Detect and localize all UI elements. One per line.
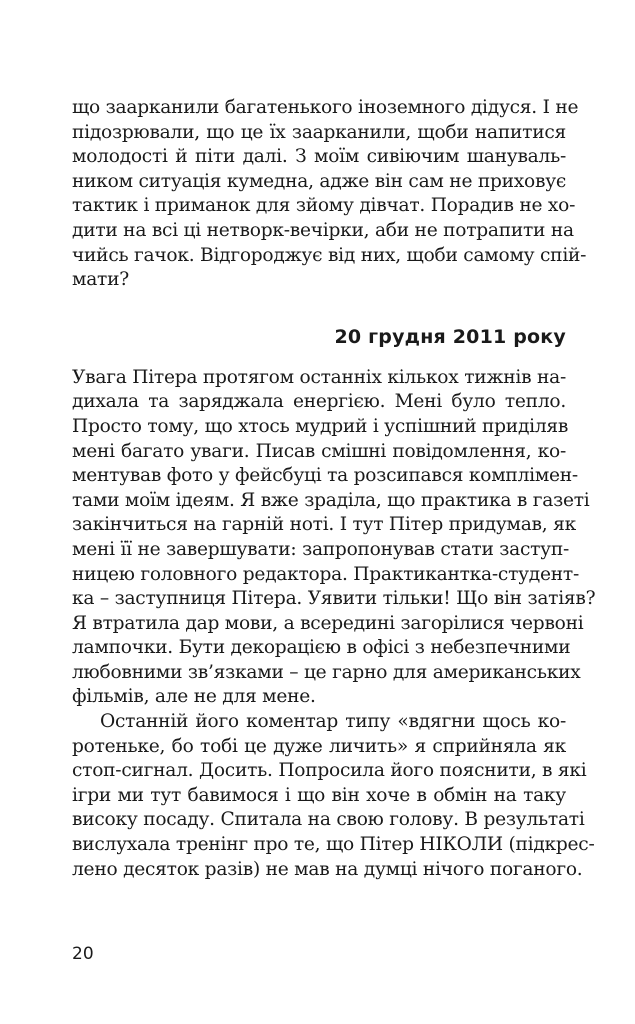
text-line: що заарканили багатенького іноземного дідуся. І не bbox=[72, 97, 579, 118]
text-line: Останній його коментар типу «вдягни щось ко- bbox=[100, 711, 566, 733]
text-line: високу посаду. Спитала на свою голову. В результаті bbox=[72, 809, 585, 831]
text-line: ка – заступниця Пітера. Уявити тільки! Що він затіяв? bbox=[72, 588, 596, 610]
text-line: мати? bbox=[72, 269, 129, 291]
text-line: лампочки. Бути декорацією в офісі з небезпечними bbox=[72, 637, 571, 659]
text-line: ментував фото у фейсбуці та розсипався комплімен- bbox=[72, 465, 578, 487]
text-line: підозрювали, що це їх заарканили, щоби напитися bbox=[72, 121, 566, 143]
text-line: ігри ми тут бавимося і що він хоче в обмін на таку bbox=[72, 784, 566, 806]
book-page bbox=[72, 96, 596, 882]
text-line: закінчиться на гарній ноті. І тут Пітер придумав, як bbox=[72, 514, 576, 536]
text-line: мені її не завершувати: запропонував стати заступ- bbox=[72, 538, 570, 560]
text-line: Просто тому, що хтось мудрий і успішний приділяв bbox=[72, 415, 569, 437]
text-line: мені багато уваги. Писав смішні повідомлення, ко- bbox=[72, 440, 566, 462]
paragraph-2 bbox=[72, 710, 595, 882]
intro-paragraph bbox=[72, 96, 587, 293]
text-line: ницею головного редактора. Практикантка-студент- bbox=[72, 563, 579, 585]
text-line: ником ситуація кумедна, адже він сам не приховує bbox=[72, 170, 567, 192]
text-line: дити на всі ці нетворк-вечірки, аби не потрапити на bbox=[72, 219, 574, 241]
text-line: любовними зв’язками – це гарно для американських bbox=[72, 661, 581, 683]
page-number: 20 bbox=[72, 944, 94, 964]
text-line: фільмів, але не для мене. bbox=[72, 686, 316, 708]
text-line: молодості й піти далі. З моїм сивіючим шануваль- bbox=[72, 146, 566, 168]
text-line: ротеньке, бо тобі це дуже личить» я сприйняла як bbox=[72, 735, 566, 757]
text-line: тактик і приманок для зйому дівчат. Порадив не хо- bbox=[72, 195, 576, 217]
text-line: стоп-сигнал. Досить. Попросила його пояснити, в які bbox=[72, 760, 587, 782]
text-line: тами моїм ідеям. Я вже зраділа, що практика в газеті bbox=[72, 489, 590, 511]
text-line: лено десяток разів) не мав на думці нічого поганого. bbox=[72, 858, 583, 880]
paragraph-1 bbox=[72, 366, 596, 710]
text-line: дихала та заряджала енергією. Мені було тепло. bbox=[72, 391, 566, 413]
text-line: Я втратила дар мови, а всередині загорілися червоні bbox=[72, 612, 584, 634]
entry-date-heading: 20 грудня 2011 року bbox=[334, 325, 566, 348]
text-line: чийсь гачок. Відгороджує від них, щоби самому спій- bbox=[72, 244, 587, 266]
text-line: вислухала тренінг про те, що Пітер НІКОЛИ (підкрес- bbox=[72, 834, 595, 856]
text-line: Увага Пітера протягом останніх кількох тижнів на- bbox=[72, 366, 566, 388]
